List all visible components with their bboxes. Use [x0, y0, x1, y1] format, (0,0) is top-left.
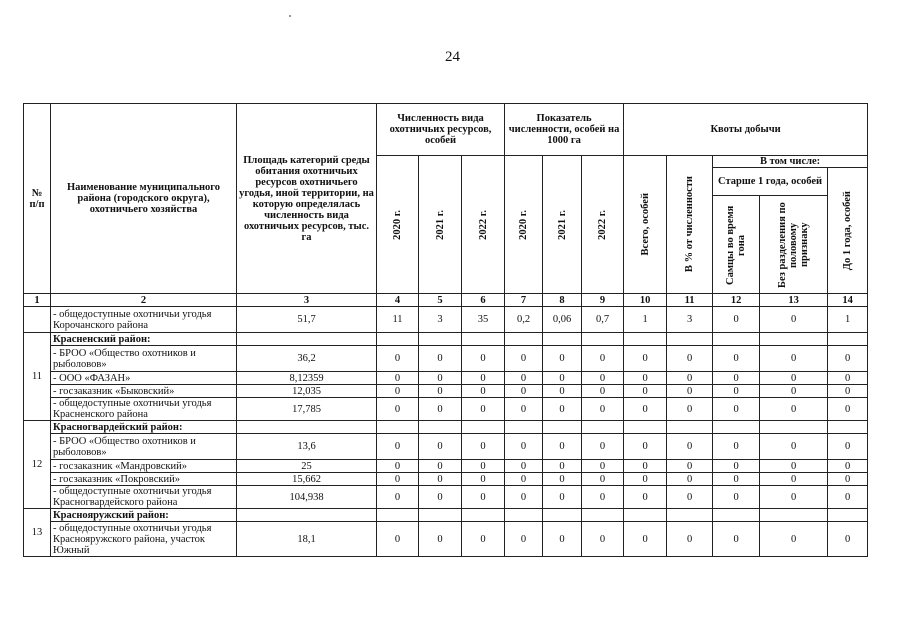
area-value: 36,2	[237, 346, 377, 372]
value-cell: 0	[760, 434, 828, 460]
value-cell: 0	[624, 473, 667, 486]
empty-cell	[582, 333, 624, 346]
colnum: 5	[419, 294, 462, 307]
value-cell: 0	[377, 434, 419, 460]
empty-cell	[543, 509, 582, 522]
district-row	[24, 421, 868, 434]
table-row	[24, 460, 868, 473]
header-percent: В % от численности	[684, 176, 696, 273]
colnum: 13	[760, 294, 828, 307]
empty-cell	[713, 421, 760, 434]
value-cell: 0	[760, 385, 828, 398]
value-cell: 0	[505, 460, 543, 473]
empty-cell	[462, 333, 505, 346]
header-density-2020: 2020 г.	[518, 209, 530, 240]
value-cell: 0	[377, 398, 419, 421]
empty-cell	[713, 333, 760, 346]
value-cell: 0	[624, 385, 667, 398]
value-cell: 0	[828, 460, 868, 473]
empty-cell	[760, 509, 828, 522]
header-pop-2021: 2021 г.	[434, 209, 446, 240]
header-pop-2022: 2022 г.	[477, 209, 489, 240]
empty-cell	[667, 333, 713, 346]
value-cell: 0	[624, 486, 667, 509]
value-cell: 0	[713, 473, 760, 486]
value-cell: 0	[462, 473, 505, 486]
district-row	[24, 333, 868, 346]
row-number	[24, 307, 51, 333]
colnum: 14	[828, 294, 868, 307]
value-cell: 0	[713, 522, 760, 557]
empty-cell	[377, 421, 419, 434]
value-cell: 0	[419, 522, 462, 557]
area-value: 51,7	[237, 307, 377, 333]
hunting-ground-name: - госзаказник «Мандровский»	[51, 460, 237, 473]
header-name: Наименование муниципального района (городского округа), охотничьего хозяйства	[51, 104, 237, 294]
value-cell: 0	[667, 473, 713, 486]
value-cell: 0	[462, 486, 505, 509]
value-cell: 0	[505, 434, 543, 460]
area-value: 18,1	[237, 522, 377, 557]
empty-cell	[582, 421, 624, 434]
header-no: № п/п	[24, 104, 51, 294]
hunting-ground-name: - ООО «ФАЗАН»	[51, 372, 237, 385]
value-cell: 0,2	[505, 307, 543, 333]
value-cell: 0	[624, 460, 667, 473]
value-cell: 0	[419, 486, 462, 509]
value-cell: 0	[462, 434, 505, 460]
colnum: 1	[24, 294, 51, 307]
value-cell: 0	[377, 473, 419, 486]
header-males: Самцы во время гона	[725, 204, 748, 285]
value-cell: 0	[377, 372, 419, 385]
header-older: Старше 1 года, особей	[713, 168, 828, 196]
table-row	[24, 473, 868, 486]
empty-cell	[624, 421, 667, 434]
empty-cell	[713, 509, 760, 522]
empty-cell	[667, 509, 713, 522]
header-no-sex: Без разделения по половому признаку	[777, 201, 811, 288]
header-density: Показатель численности, особей на 1000 га	[505, 104, 624, 156]
table-row	[24, 434, 868, 460]
value-cell: 0	[543, 486, 582, 509]
header-under-one: До 1 года, особей	[842, 190, 854, 271]
value-cell: 0	[624, 522, 667, 557]
value-cell: 0	[828, 372, 868, 385]
value-cell: 0	[760, 398, 828, 421]
district-name: Краснояружский район:	[51, 509, 237, 522]
table-row	[24, 372, 868, 385]
value-cell: 0	[667, 486, 713, 509]
value-cell: 0	[505, 486, 543, 509]
area-value: 25	[237, 460, 377, 473]
value-cell: 0	[828, 398, 868, 421]
area-value: 12,035	[237, 385, 377, 398]
colnum: 10	[624, 294, 667, 307]
value-cell: 0	[713, 486, 760, 509]
value-cell: 0	[713, 346, 760, 372]
area-value: 104,938	[237, 486, 377, 509]
value-cell: 0	[543, 473, 582, 486]
empty-cell	[760, 333, 828, 346]
hunting-ground-name: - госзаказник «Покровский»	[51, 473, 237, 486]
hunting-ground-name: - госзаказник «Быковский»	[51, 385, 237, 398]
value-cell: 0	[462, 346, 505, 372]
hunting-quota-table	[23, 103, 868, 557]
value-cell: 0	[377, 385, 419, 398]
colnum: 3	[237, 294, 377, 307]
header-including: В том числе:	[713, 156, 868, 168]
value-cell: 0	[667, 398, 713, 421]
value-cell: 0	[828, 522, 868, 557]
value-cell: 0	[828, 434, 868, 460]
empty-cell	[582, 509, 624, 522]
value-cell: 0	[505, 385, 543, 398]
empty-cell	[624, 333, 667, 346]
empty-cell	[237, 421, 377, 434]
value-cell: 0	[419, 385, 462, 398]
value-cell: 0	[462, 522, 505, 557]
column-number-row	[24, 294, 868, 307]
value-cell: 0	[667, 385, 713, 398]
header-density-2022: 2022 г.	[597, 209, 609, 240]
value-cell: 0	[543, 346, 582, 372]
table-row	[24, 486, 868, 509]
empty-cell	[419, 333, 462, 346]
value-cell: 0	[419, 473, 462, 486]
value-cell: 0	[713, 372, 760, 385]
row-number: 13	[24, 509, 51, 557]
empty-cell	[419, 509, 462, 522]
value-cell: 0	[713, 307, 760, 333]
value-cell: 0	[505, 346, 543, 372]
value-cell: 0	[760, 460, 828, 473]
header-area: Площадь категорий среды обитания охотничьих ресурсов охотничьего угодья, иной территории, на которую определялась численность вида охотничьих ресурсов, тыс. га	[237, 104, 377, 294]
empty-cell	[377, 333, 419, 346]
value-cell: 0	[543, 398, 582, 421]
value-cell: 0	[543, 385, 582, 398]
area-value: 17,785	[237, 398, 377, 421]
value-cell: 0	[543, 522, 582, 557]
value-cell: 0	[667, 346, 713, 372]
value-cell: 0	[760, 346, 828, 372]
table-row	[24, 385, 868, 398]
area-value: 8,12359	[237, 372, 377, 385]
colnum: 8	[543, 294, 582, 307]
value-cell: 0	[667, 522, 713, 557]
value-cell: 3	[667, 307, 713, 333]
value-cell: 0	[713, 398, 760, 421]
value-cell: 0	[760, 307, 828, 333]
value-cell: 0	[419, 398, 462, 421]
empty-cell	[624, 509, 667, 522]
value-cell: 3	[419, 307, 462, 333]
hunting-ground-name: - общедоступные охотничьи угодья Красногвардейского района	[51, 486, 237, 509]
value-cell: 0	[582, 346, 624, 372]
hunting-ground-name: - общедоступные охотничьи угодья Красноярyжского района, участок Южный	[51, 522, 237, 557]
empty-cell	[505, 421, 543, 434]
empty-cell	[543, 421, 582, 434]
value-cell: 0	[582, 486, 624, 509]
value-cell: 0	[760, 486, 828, 509]
value-cell: 0	[419, 434, 462, 460]
value-cell: 0	[582, 473, 624, 486]
empty-cell	[543, 333, 582, 346]
district-name: Красненский район:	[51, 333, 237, 346]
value-cell: 0	[582, 372, 624, 385]
value-cell: 0	[713, 434, 760, 460]
table-row	[24, 307, 868, 333]
value-cell: 0	[419, 372, 462, 385]
value-cell: 0	[543, 460, 582, 473]
value-cell: 0	[667, 460, 713, 473]
value-cell: 0	[828, 385, 868, 398]
value-cell: 0	[462, 460, 505, 473]
table-row	[24, 398, 868, 421]
hunting-ground-name: - БРОО «Общество охотников и рыболовов»	[51, 434, 237, 460]
value-cell: 0	[582, 398, 624, 421]
colnum: 9	[582, 294, 624, 307]
value-cell: 0	[828, 473, 868, 486]
value-cell: 0	[828, 346, 868, 372]
value-cell: 0	[760, 522, 828, 557]
value-cell: 0	[582, 460, 624, 473]
colnum: 6	[462, 294, 505, 307]
value-cell: 35	[462, 307, 505, 333]
table-row	[24, 346, 868, 372]
row-number: 11	[24, 333, 51, 421]
empty-cell	[828, 333, 868, 346]
value-cell: 0	[543, 372, 582, 385]
value-cell: 0,06	[543, 307, 582, 333]
value-cell: 0	[462, 372, 505, 385]
district-row	[24, 509, 868, 522]
empty-cell	[760, 421, 828, 434]
empty-cell	[505, 509, 543, 522]
value-cell: 0	[377, 346, 419, 372]
colnum: 2	[51, 294, 237, 307]
value-cell: 1	[624, 307, 667, 333]
colnum: 12	[713, 294, 760, 307]
empty-cell	[237, 509, 377, 522]
header-population: Численность вида охотничьих ресурсов, особей	[377, 104, 505, 156]
hunting-ground-name: - общедоступные охотничьи угодья Красненского района	[51, 398, 237, 421]
value-cell: 0	[624, 434, 667, 460]
value-cell: 0	[505, 372, 543, 385]
empty-cell	[462, 421, 505, 434]
value-cell: 11	[377, 307, 419, 333]
colnum: 4	[377, 294, 419, 307]
value-cell: 0	[543, 434, 582, 460]
value-cell: 0	[667, 434, 713, 460]
table-row	[24, 522, 868, 557]
empty-cell	[505, 333, 543, 346]
value-cell: 0	[377, 460, 419, 473]
value-cell: 0	[624, 398, 667, 421]
area-value: 13,6	[237, 434, 377, 460]
header-total: Всего, особей	[639, 193, 651, 256]
value-cell: 0	[505, 398, 543, 421]
row-number: 12	[24, 421, 51, 509]
value-cell: 0	[582, 522, 624, 557]
value-cell: 0	[828, 486, 868, 509]
district-name: Красногвардейский район:	[51, 421, 237, 434]
value-cell: 0	[419, 460, 462, 473]
hunting-ground-name: - БРОО «Общество охотников и рыболовов»	[51, 346, 237, 372]
empty-cell	[667, 421, 713, 434]
value-cell: 0	[462, 398, 505, 421]
page-number: 24	[445, 49, 460, 65]
value-cell: 0	[377, 522, 419, 557]
hunting-ground-name: - общедоступные охотничьи угодья Корочанского района	[51, 307, 237, 333]
value-cell: 0	[419, 346, 462, 372]
value-cell: 0	[377, 486, 419, 509]
value-cell: 0	[667, 372, 713, 385]
value-cell: 0	[624, 346, 667, 372]
value-cell: 0	[505, 522, 543, 557]
scan-speck	[289, 15, 291, 17]
empty-cell	[828, 421, 868, 434]
value-cell: 0	[760, 372, 828, 385]
value-cell: 0	[462, 385, 505, 398]
empty-cell	[828, 509, 868, 522]
empty-cell	[237, 333, 377, 346]
area-value: 15,662	[237, 473, 377, 486]
value-cell: 0	[760, 473, 828, 486]
value-cell: 0	[582, 385, 624, 398]
colnum: 11	[667, 294, 713, 307]
empty-cell	[419, 421, 462, 434]
header-quota: Квоты добычи	[624, 104, 868, 156]
colnum: 7	[505, 294, 543, 307]
value-cell: 0,7	[582, 307, 624, 333]
value-cell: 0	[582, 434, 624, 460]
empty-cell	[462, 509, 505, 522]
header-pop-2020: 2020 г.	[392, 209, 403, 240]
empty-cell	[377, 509, 419, 522]
value-cell: 0	[505, 473, 543, 486]
value-cell: 0	[713, 385, 760, 398]
value-cell: 0	[624, 372, 667, 385]
header-density-2021: 2021 г.	[556, 209, 568, 240]
value-cell: 0	[713, 460, 760, 473]
value-cell: 1	[828, 307, 868, 333]
